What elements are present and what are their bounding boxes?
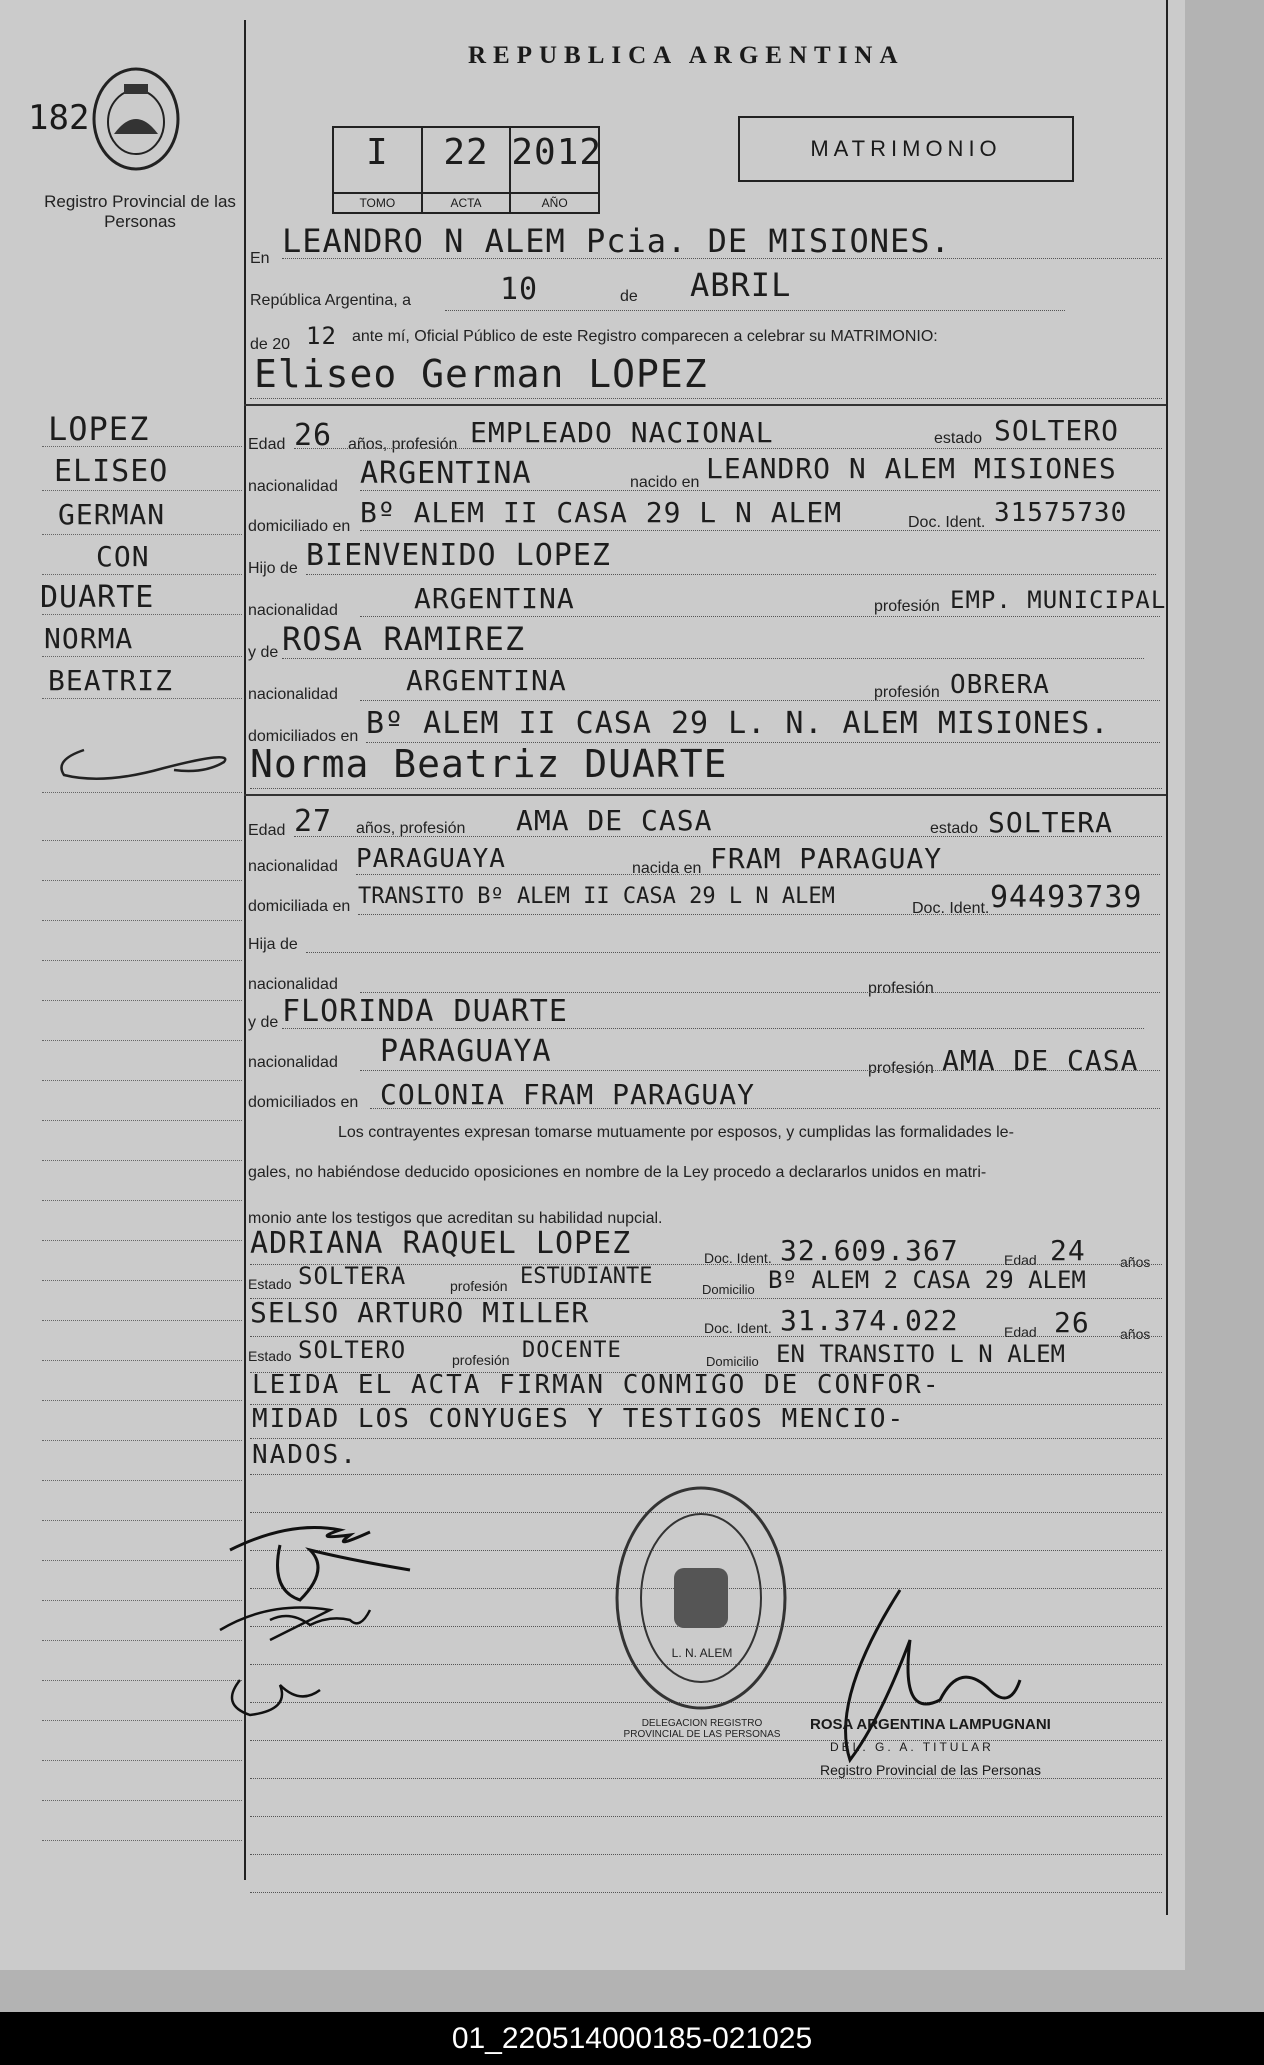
bride-madre: FLORINDA DUARTE bbox=[282, 994, 568, 1029]
year-value: 12 bbox=[306, 322, 337, 350]
witness2-edad: 26 bbox=[1054, 1306, 1090, 1339]
officer-name: ROSA ARGENTINA LAMPUGNANI bbox=[810, 1716, 1051, 1733]
witness2-estado: SOLTERO bbox=[298, 1336, 407, 1364]
groom-edad-label: Edad bbox=[248, 436, 286, 453]
groom-padres-dom-label: domiciliados en bbox=[248, 728, 359, 745]
document-type: MATRIMONIO bbox=[738, 116, 1074, 182]
witness1-name: ADRIANA RAQUEL LOPEZ bbox=[250, 1226, 632, 1261]
en-label: En bbox=[250, 250, 270, 267]
officer-org: Registro Provincial de las Personas bbox=[820, 1762, 1041, 1778]
margin-line-5: DUARTE bbox=[40, 580, 155, 615]
declaration-line-2: gales, no habiéndose deducido oposiciones en nombre de la Ley procedo a declararlos unidos en matri- bbox=[248, 1164, 987, 1181]
witness1-prof-label: profesión bbox=[450, 1278, 508, 1294]
official-stamp-icon bbox=[608, 1478, 794, 1718]
groom-madre-nac: ARGENTINA bbox=[406, 664, 567, 697]
margin-line-2: ELISEO bbox=[54, 454, 169, 489]
bride-edad-label: Edad bbox=[248, 822, 286, 839]
witness1-edad-label: Edad bbox=[1004, 1252, 1037, 1268]
officer-title: DEL. G. A. TITULAR bbox=[830, 1740, 994, 1754]
witness1-estado: SOLTERA bbox=[298, 1262, 407, 1290]
bride-padre-nac-label: nacionalidad bbox=[248, 976, 338, 993]
bride-madre-prof: AMA DE CASA bbox=[942, 1044, 1139, 1077]
witness1-doc: 32.609.367 bbox=[780, 1234, 959, 1267]
bride-nacida: FRAM PARAGUAY bbox=[710, 842, 943, 875]
de-label: de bbox=[620, 288, 638, 305]
provincial-seal-icon bbox=[88, 64, 184, 174]
folio-number: 182 bbox=[28, 98, 90, 138]
closing-line-3: NADOS. bbox=[252, 1440, 358, 1470]
margin-line-3: GERMAN bbox=[58, 498, 166, 531]
groom-hijo-label: Hijo de bbox=[248, 560, 298, 577]
closing-line-2: MIDAD LOS CONYUGES Y TESTIGOS MENCIO- bbox=[252, 1404, 906, 1434]
registry-name: Registro Provincial de las Personas bbox=[44, 192, 236, 231]
place-value: LEANDRO N ALEM Pcia. DE MISIONES. bbox=[282, 222, 951, 260]
groom-doc-label: Doc. Ident. bbox=[908, 514, 986, 531]
country-title: REPUBLICA ARGENTINA bbox=[468, 42, 905, 69]
groom-padre-nac: ARGENTINA bbox=[414, 582, 575, 615]
bride-domicilio: TRANSITO Bº ALEM II CASA 29 L N ALEM bbox=[358, 884, 835, 909]
groom-nacido: LEANDRO N ALEM MISIONES bbox=[706, 452, 1117, 485]
witness2-estado-label: Estado bbox=[248, 1348, 292, 1364]
bride-padres-dom: COLONIA FRAM PARAGUAY bbox=[380, 1078, 756, 1111]
bride-hija-label: Hija de bbox=[248, 936, 298, 953]
rep-label: República Argentina, a bbox=[250, 292, 411, 309]
bride-anos-label: años, profesión bbox=[356, 820, 466, 837]
bride-nac-label: nacionalidad bbox=[248, 858, 338, 875]
bride-estado-label: estado bbox=[930, 820, 979, 837]
groom-nac-label: nacionalidad bbox=[248, 478, 338, 495]
witness2-prof-label: profesión bbox=[452, 1352, 510, 1368]
anio-label: AÑO bbox=[511, 192, 598, 212]
bride-padres-dom-label: domiciliados en bbox=[248, 1094, 359, 1111]
month-value: ABRIL bbox=[690, 266, 792, 304]
witness1-edad: 24 bbox=[1050, 1234, 1086, 1267]
acta-label: ACTA bbox=[423, 192, 510, 212]
contractants-signatures-icon bbox=[210, 1490, 440, 1730]
groom-estado: SOLTERO bbox=[994, 414, 1120, 447]
witness1-dom-label: Domicilio bbox=[702, 1282, 755, 1297]
groom-madre: ROSA RAMIREZ bbox=[282, 620, 526, 658]
groom-nacionalidad: ARGENTINA bbox=[360, 456, 532, 491]
groom-madre-prof-label: profesión bbox=[874, 684, 940, 701]
witness1-estado-label: Estado bbox=[248, 1276, 292, 1292]
witness2-doc: 31.374.022 bbox=[780, 1304, 959, 1337]
witness1-doc-label: Doc. Ident. bbox=[704, 1250, 772, 1266]
groom-edad: 26 bbox=[294, 418, 333, 453]
tomo-value: I bbox=[365, 132, 389, 173]
groom-padre: BIENVENIDO LOPEZ bbox=[306, 538, 611, 573]
groom-doc: 31575730 bbox=[994, 498, 1128, 528]
bride-nacida-label: nacida en bbox=[632, 860, 702, 877]
groom-madre-nac-label: nacionalidad bbox=[248, 686, 338, 703]
witness1-dom: Bº ALEM 2 CASA 29 ALEM bbox=[768, 1266, 1086, 1294]
declaration-line-3: monio ante los testigos que acreditan su habilidad nupcial. bbox=[248, 1210, 663, 1227]
margin-signature-icon bbox=[44, 730, 244, 790]
tomo-label: TOMO bbox=[334, 192, 421, 212]
groom-profesion: EMPLEADO NACIONAL bbox=[470, 416, 774, 449]
witness2-anos-label: años bbox=[1120, 1326, 1151, 1342]
bride-doc-label: Doc. Ident. bbox=[912, 900, 990, 917]
stamp-place: L. N. ALEM bbox=[671, 1646, 733, 1660]
margin-line-4: CON bbox=[96, 540, 150, 573]
groom-estado-label: estado bbox=[934, 430, 983, 447]
declaration-line-1: Los contrayentes expresan tomarse mutuamente por esposos, y cumplidas las formalidades le- bbox=[338, 1124, 1014, 1141]
bride-estado: SOLTERA bbox=[988, 806, 1114, 839]
bride-nacionalidad: PARAGUAYA bbox=[356, 844, 506, 874]
bride-name: Norma Beatriz DUARTE bbox=[250, 742, 728, 786]
groom-domicilio: Bº ALEM II CASA 29 L N ALEM bbox=[360, 496, 843, 529]
ante-text: ante mí, Oficial Público de este Registro comparecen a celebrar su MATRIMONIO: bbox=[352, 328, 938, 345]
year-prefix: de 20 bbox=[250, 336, 291, 353]
groom-padre-prof-label: profesión bbox=[874, 598, 940, 615]
groom-dom-label: domiciliado en bbox=[248, 518, 351, 535]
groom-padre-nac-label: nacionalidad bbox=[248, 602, 338, 619]
record-numbers bbox=[332, 126, 603, 214]
bride-dom-label: domiciliada en bbox=[248, 898, 351, 915]
groom-padres-dom: Bº ALEM II CASA 29 L. N. ALEM MISIONES. bbox=[366, 706, 1110, 741]
bride-doc: 94493739 bbox=[990, 880, 1143, 915]
bride-yde-label: y de bbox=[248, 1014, 279, 1031]
day-value: 10 bbox=[500, 272, 539, 307]
groom-name: Eliseo German LOPEZ bbox=[254, 352, 708, 396]
closing-line-1: LEIDA EL ACTA FIRMAN CONMIGO DE CONFOR- bbox=[252, 1370, 941, 1400]
groom-nacido-label: nacido en bbox=[630, 474, 700, 491]
bride-profesion: AMA DE CASA bbox=[516, 804, 713, 837]
witness2-dom: EN TRANSITO L N ALEM bbox=[776, 1340, 1065, 1368]
witness2-name: SELSO ARTURO MILLER bbox=[250, 1296, 590, 1329]
groom-anos-label: años, profesión bbox=[348, 436, 458, 453]
right-edge-line bbox=[1166, 0, 1168, 1915]
witness1-prof: ESTUDIANTE bbox=[520, 1264, 653, 1289]
witness2-edad-label: Edad bbox=[1004, 1324, 1037, 1340]
anio-value: 2012 bbox=[511, 132, 603, 173]
stamp-text: DELEGACION REGISTRO PROVINCIAL DE LAS PERSONAS bbox=[623, 1718, 781, 1740]
margin-line-7: BEATRIZ bbox=[48, 664, 174, 697]
scan-footer-id: 01_220514000185-021025 bbox=[0, 2012, 1264, 2065]
witness2-dom-label: Domicilio bbox=[706, 1354, 759, 1369]
witness1-anos-label: años bbox=[1120, 1254, 1151, 1270]
witness2-doc-label: Doc. Ident. bbox=[704, 1320, 772, 1336]
witness2-prof: DOCENTE bbox=[522, 1338, 622, 1363]
margin-line-1: LOPEZ bbox=[48, 410, 150, 448]
bride-padre-prof-label: profesión bbox=[868, 980, 934, 997]
bride-madre-nac: PARAGUAYA bbox=[380, 1034, 552, 1069]
margin-line-6: NORMA bbox=[44, 622, 134, 655]
bride-edad: 27 bbox=[294, 804, 333, 839]
groom-yde-label: y de bbox=[248, 644, 279, 661]
acta-value: 22 bbox=[443, 132, 489, 173]
groom-padre-prof: EMP. MUNICIPAL bbox=[950, 586, 1167, 614]
bride-madre-prof-label: profesión bbox=[868, 1060, 934, 1077]
groom-madre-prof: OBRERA bbox=[950, 670, 1050, 700]
bride-madre-nac-label: nacionalidad bbox=[248, 1054, 338, 1071]
